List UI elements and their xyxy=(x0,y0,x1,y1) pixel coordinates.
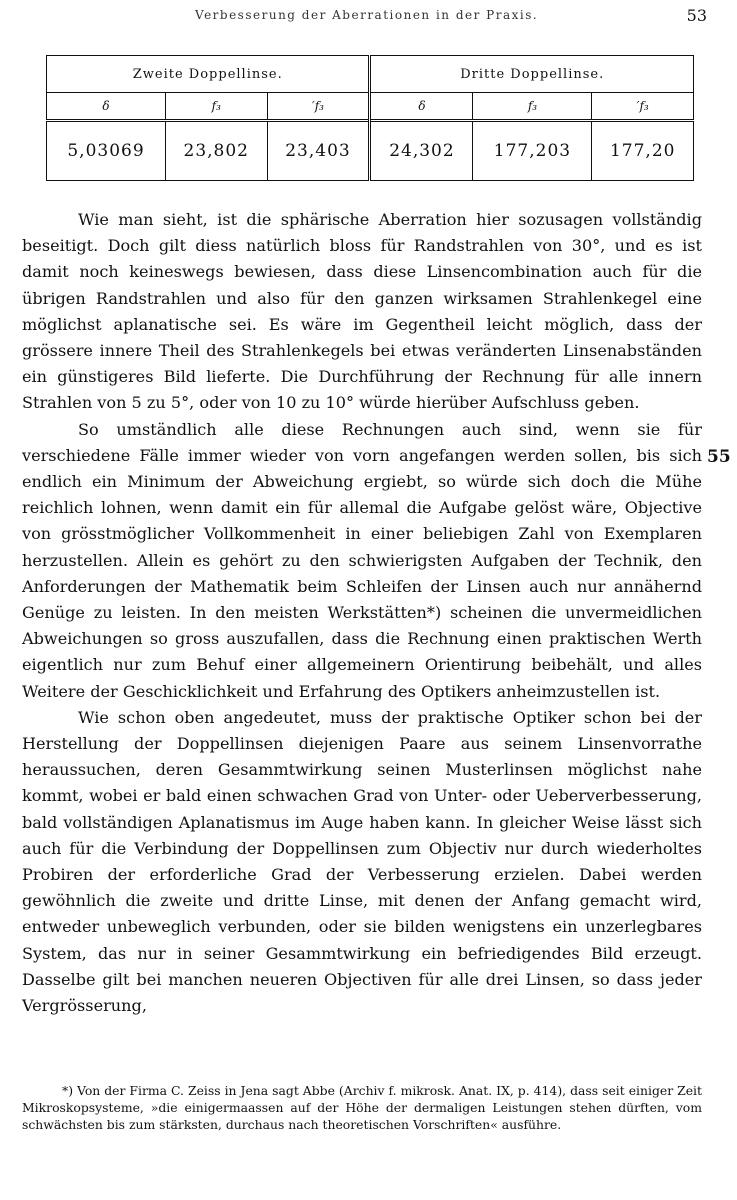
table-cell: 177,20 xyxy=(592,121,694,181)
paragraph-optician: Wie schon oben angedeutet, muss der praktische Optiker schon bei der Herstellung der Doppellinsen diejenigen Paare aus seinem Linsenvorrathe heraussuchen, deren Gesammtwirkung seinen Musterlinsen möglichst nahe kommt, wobei er bald einen schwachen Grad von Unter- oder Ueberverbesserung, bald vollständigen Aplanatismus im Auge haben kann. In gleicher Weise lässt sich auch für die Verbindung der Doppellinsen zum Objectiv nur durch wiederholtes Probiren der erforderliche Grad der Verbesserung erzielen. Dabei werden gewöhnlich die zweite und dritte Linse, mit denen der Anfang gemacht wird, entweder unbeweglich verbunden, oder sie bilden wenigstens ein unzerlegbares System, das nur in seiner Gesammtwirkung ein befriedigendes Bild erzeugt. Dasselbe gilt bei manchen neueren Objectiven für alle drei Linsen, so dass jeder Vergrösserung, xyxy=(22,707,702,1016)
column-header: δ xyxy=(47,93,166,121)
group-header-second: Zweite Doppellinse. xyxy=(47,56,370,93)
column-header: δ xyxy=(370,93,473,121)
table-cell: 177,203 xyxy=(473,121,592,181)
column-header: ′f₃ xyxy=(267,93,370,121)
table-group-header-row xyxy=(47,56,694,93)
footnote: *) Von der Firma C. Zeiss in Jena sagt Abbe (Archiv f. mikrosk. Anat. IX, p. 414), dass seit einiger Zeit Mikroskopsysteme, »die einigermaassen auf der Höhe der dermaligen Leistungen stehen dürften, vom schwächsten bis zum stärksten, durchaus nach theoretischen Vorschriften« ausführe. xyxy=(22,1083,702,1132)
table-column-header-row xyxy=(47,93,694,121)
table-cell: 24,302 xyxy=(370,121,473,181)
body-text xyxy=(22,207,702,1019)
table-cell: 23,802 xyxy=(166,121,267,181)
column-header: ′f₃ xyxy=(592,93,694,121)
group-header-third: Dritte Doppellinse. xyxy=(370,56,694,93)
running-head: Verbesserung der Aberrationen in der Praxis. xyxy=(195,8,539,22)
page-number: 53 xyxy=(686,6,707,25)
margin-number: 55 xyxy=(707,447,731,467)
column-header: f₃ xyxy=(166,93,267,121)
table-cell: 5,03069 xyxy=(47,121,166,181)
table-cell: 23,403 xyxy=(267,121,370,181)
paragraph-aberration: Wie man sieht, ist die sphärische Aberration hier sozusagen vollständig beseitigt. Doch gilt diess natürlich bloss für Randstrahlen von 30°, und es ist damit noch keineswegs bewiesen, dass diese Linsencombination auch für die übrigen Randstrahlen und also für den ganzen wirksamen Strahlenkegel eine möglichst aplanatische sei. Es wäre im Gegentheil leicht möglich, dass der grössere innere Theil des Strahlenkegels bei etwas veränderten Linsenabständen ein günstigeres Bild lieferte. Die Durchführung der Rechnung für alle innern Strahlen von 5 zu 5°, oder von 10 zu 10° würde hierüber Aufschluss geben. xyxy=(22,210,702,413)
column-header: f₃ xyxy=(473,93,592,121)
page-header xyxy=(0,6,737,28)
data-table xyxy=(46,55,694,200)
paragraph-calculations: So umständlich alle diese Rechnungen auch sind, wenn sie für verschiedene Fälle immer wieder von vorn angefangen werden sollen, bis sich endlich ein Minimum der Abweichung ergiebt, so würde sich doch die Mühe reichlich lohnen, wenn damit ein für allemal die Aufgabe gelöst wäre, Objective von grösstmöglicher Vollkommenheit in einer beliebigen Zahl von Exemplaren herzustellen. Allein es gehört zu den schwierigsten Aufgaben der Technik, den Anforderungen der Mathematik beim Schleifen der Linsen auch nur annähernd Genüge zu leisten. In den meisten Werkstätten*) scheinen die unvermeidlichen Abweichungen so gross auszufallen, dass die Rechnung einen praktischen Werth eigentlich nur zum Behuf einer allgemeinern Orientirung beibehält, und alles Weitere der Geschicklichkeit und Erfahrung des Optikers anheimzustellen ist. xyxy=(22,419,702,701)
table-row xyxy=(47,121,694,181)
